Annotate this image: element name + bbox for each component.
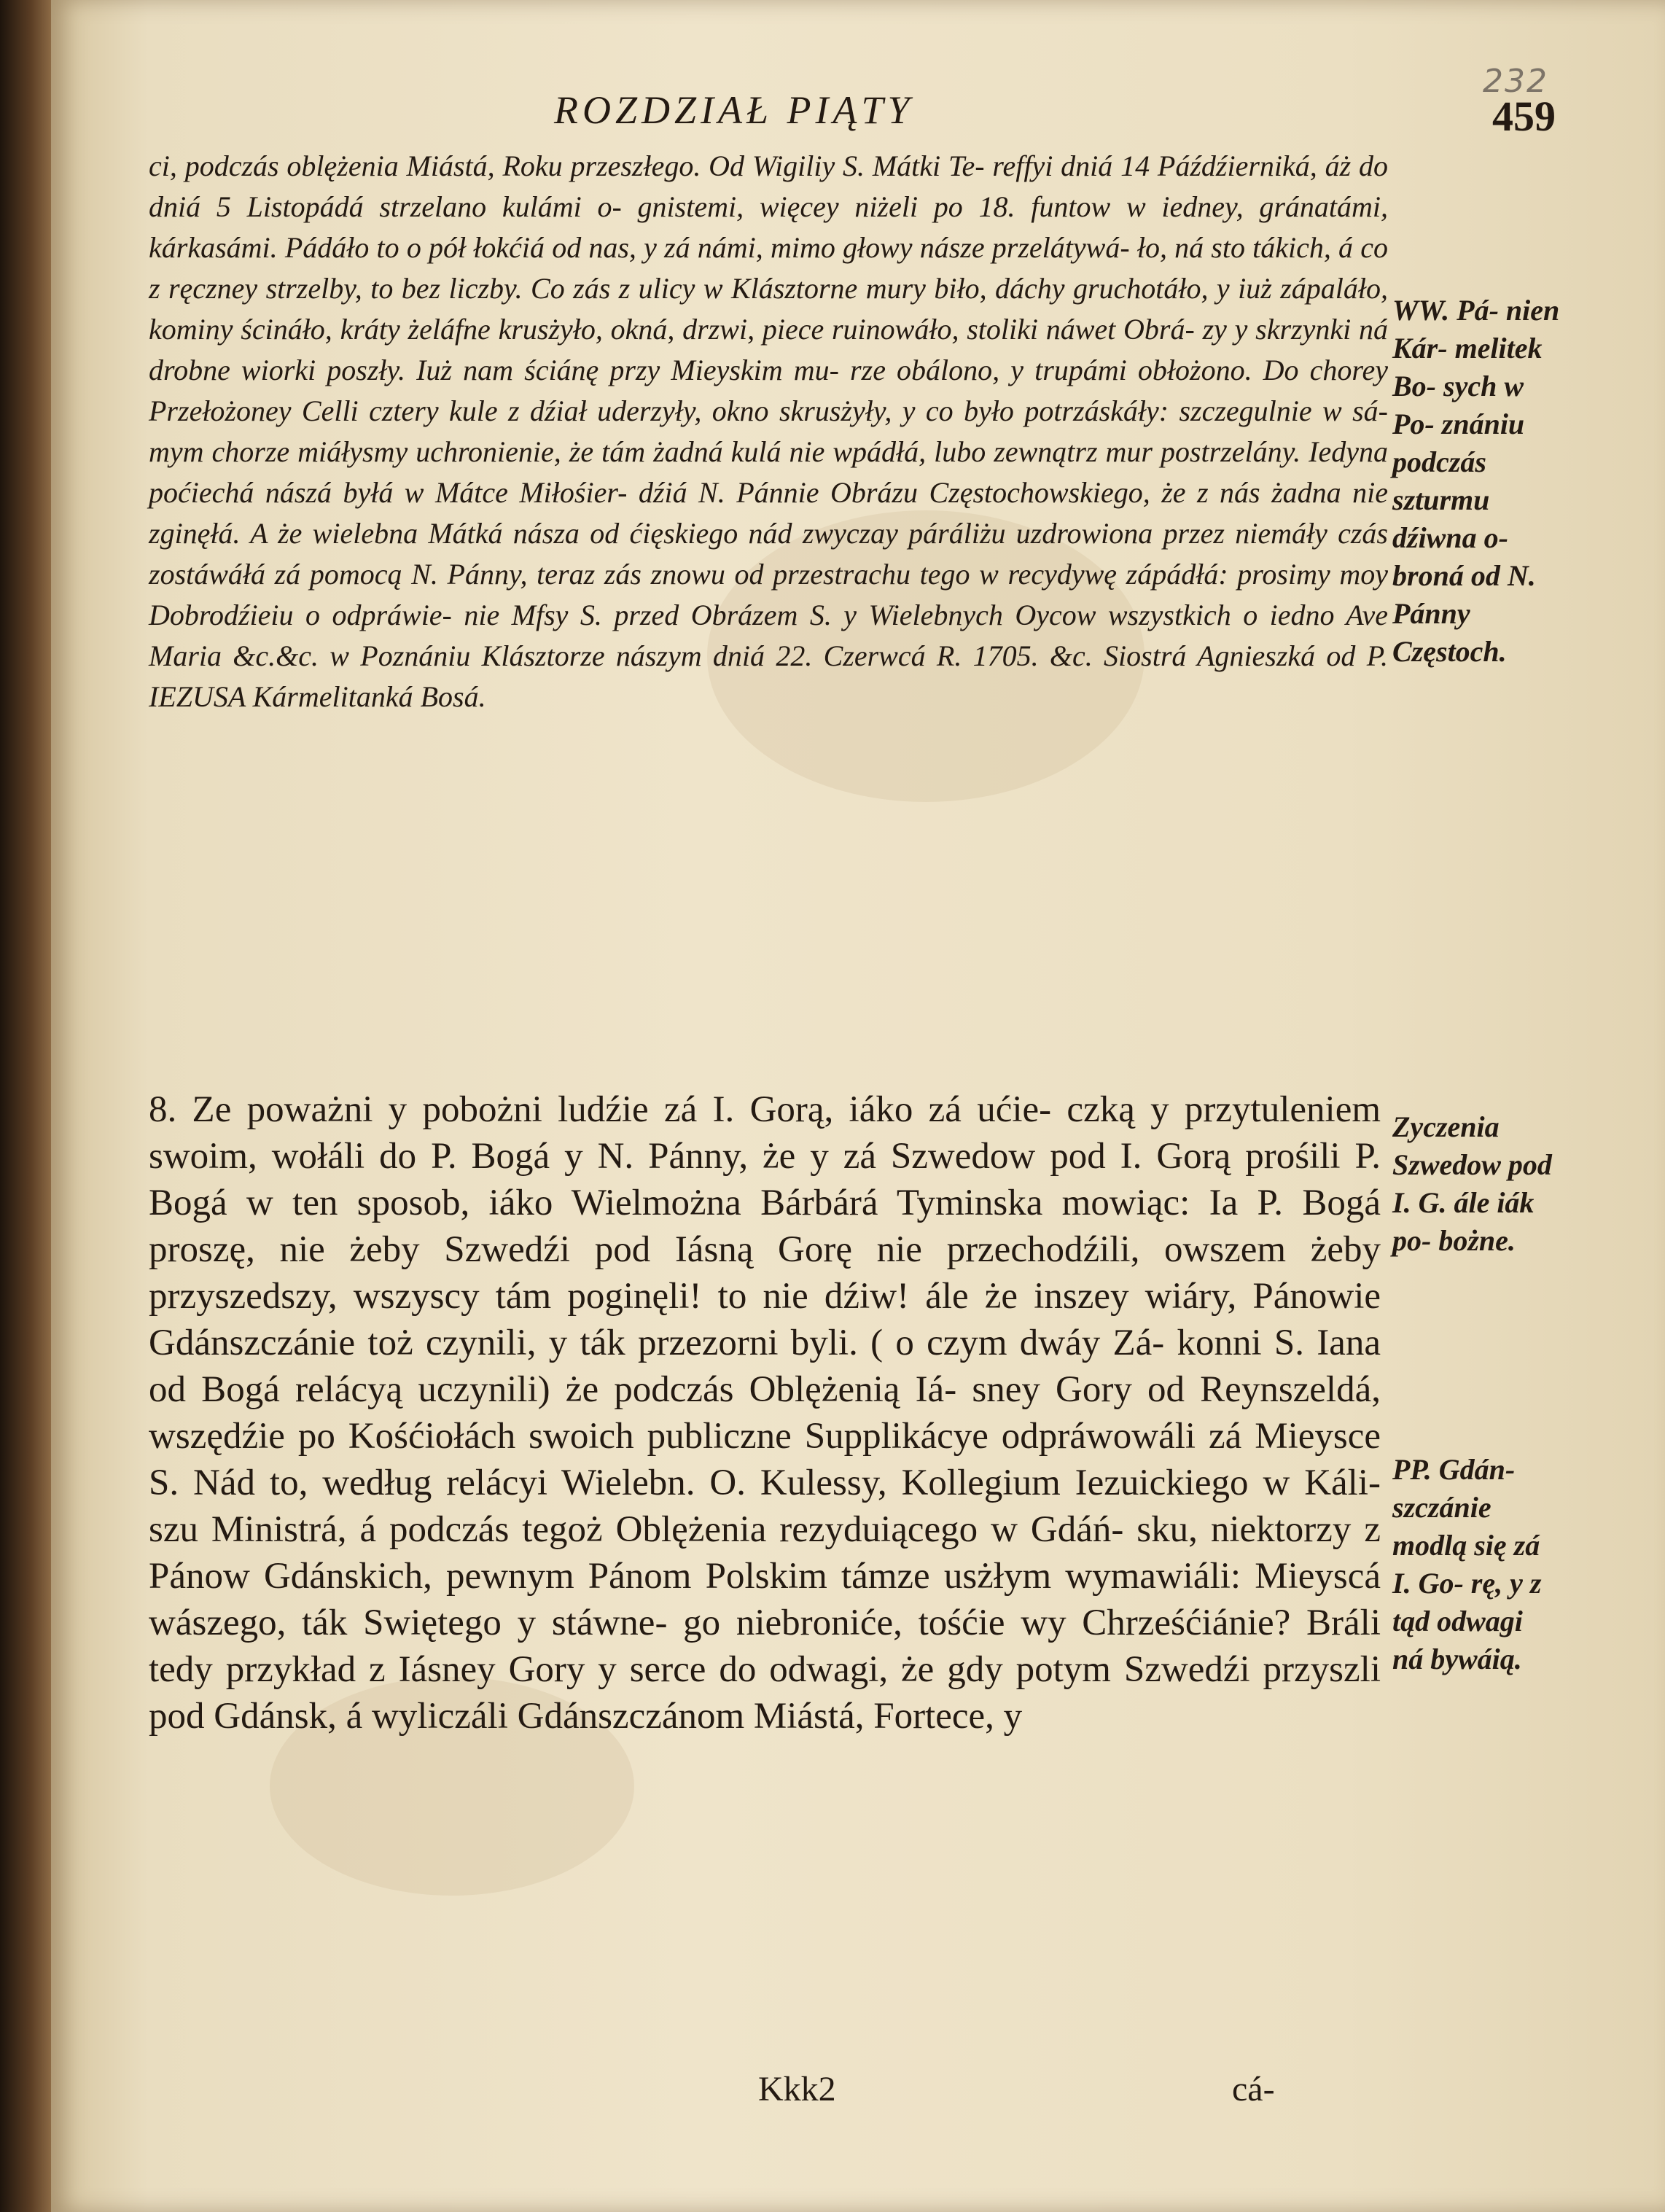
pencil-folio-number: 232 — [1483, 63, 1548, 100]
signature-mark: Kkk2 — [758, 2070, 836, 2108]
running-head: ROZDZIAŁ PIĄTY — [554, 88, 914, 132]
paragraph-text: 8. Ze poważni y pobożni ludźie zá I. Gorą, iáko zá ućie- czką y przytuleniem swoim, wołáli do P. Bogá y N. Pánny, że y zá Szwedow pod I. Gorą prośili P. Bogá w ten sposob, iáko Wielmożna Bárbárá Tyminska mowiąc: Ia P. Bogá proszę, nie żeby Szwedźi pod Iásną Gorę nie przechodźili, owszem żeby przyszedszy, wszyscy tám poginęli! to nie dźiw! ále że inszey wiáry, Pánowie Gdánszczánie toż czynili, y ták przezorni byli. ( o czym dwáy Zá- konni S. Iana od Bogá relácyą uczynili) że podczás Oblężenią Iá- sney Gory od Reynszeldá, wszędźie po Kośćiołách swoich publiczne Supplikácye odpráwowáli zá Mieysce S. Nád to, według relácyi Wielebn. O. Kulessy, Kollegium Iezuickiego w Káli- szu Ministrá, á podczás tegoż Oblężenia rezyduiącego w Gdáń- sku, niektorzy z Pánow Gdánskich, pewnym Pánom Polskim támze usżłym wymawiáli: Mieyscá wászego, ták Swiętego y stáwne- go niebroniće, tośćie wy Chrześćiánie? Bráli tedy przykład z Iásney Gory y serce do odwagi, że gdy potym Szwedźi przyszli pod Gdánsk, á wyliczáli Gdánszczánom Miástá, Fortece, y — [149, 1089, 1381, 1737]
letter-block — [149, 146, 1388, 717]
margin-note: WW. Pá- nien Kár- melitek Bo- sych w Po- znániu podczás szturmu dźiwna o- broná od N. Pánny Częstoch. — [1392, 294, 1560, 668]
letter-text: ci, podczás oblężenia Miástá, Roku przeszłego. Od Wigiliy S. Mátki Te- reffyi dniá 14 Páźdźierniká, áż do dniá 5 Listopádá strzelano kulámi o- gnistemi, więcey niżeli po 18. funtow w iedney, gránatámi, kárkasámi. Pádáło to o pół łokćiá od nas, y zá námi, mimo głowy násze przelátywá- ło, ná sto tákich, á co z ręczney strzelby, to bez liczby. Co zás z ulicy w Klásztorne mury biło, dáchy gruchotáło, y iuż zápaláło, kominy ścináło, kráty żeláfne krusżyło, okná, drzwi, piece ruinowáło, stoliki náwet Obrá- zy y skrzynki ná drobne wiorki poszły. Iuż nam ściánę przy Mieyskim mu- rze obálono, y trupámi obłożono. Do chorey Przełożoney Celli cztery kule z dźiał uderzyły, okno skrusżyły, y co było potrzáskáły: szczegulnie w sá- mym chorze miáłysmy uchronienie, że tám żadná kulá nie wpádłá, lubo zewnątrz mur postrzelány. Iedyna poćiechá nászá byłá w Mátce Miłośier- dźiá N. Pánnie Obrázu Częstochowskiego, że z nás żadna nie zginęłá. A że wielebna Mátká násza od ćięskiego nád zwyczay páráliżu uzdrowiona przez niemáły czás zostáwáłá zá pomocą N. Pánny, teraz zás znowu od przestrachu tego w recydywę zápádłá: prosimy moy Dobrodźieiu o odpráwie- nie Mfsy S. przed Obrázem S. y Wielebnych Oycow wszystkich o iedno Ave Maria &c.&c. w Poznániu Klásztorze nászym dniá 22. Czerwcá R. 1705. &c. Siostrá Agnieszká od P. IEZUSA Kármelitanká Bosá. — [149, 149, 1388, 713]
main-paragraph — [149, 1086, 1381, 1740]
margin-note: Zyczenia Szwedow pod I. G. ále iák po- bożne. — [1392, 1110, 1552, 1257]
page-number: 459 — [1492, 93, 1556, 140]
margin-note: PP. Gdán- szczánie modlą się zá I. Go- rę, y z tąd odwagi ná bywáią. — [1392, 1453, 1542, 1675]
book-spine — [0, 0, 51, 2212]
catchword: cá- — [1232, 2070, 1275, 2108]
